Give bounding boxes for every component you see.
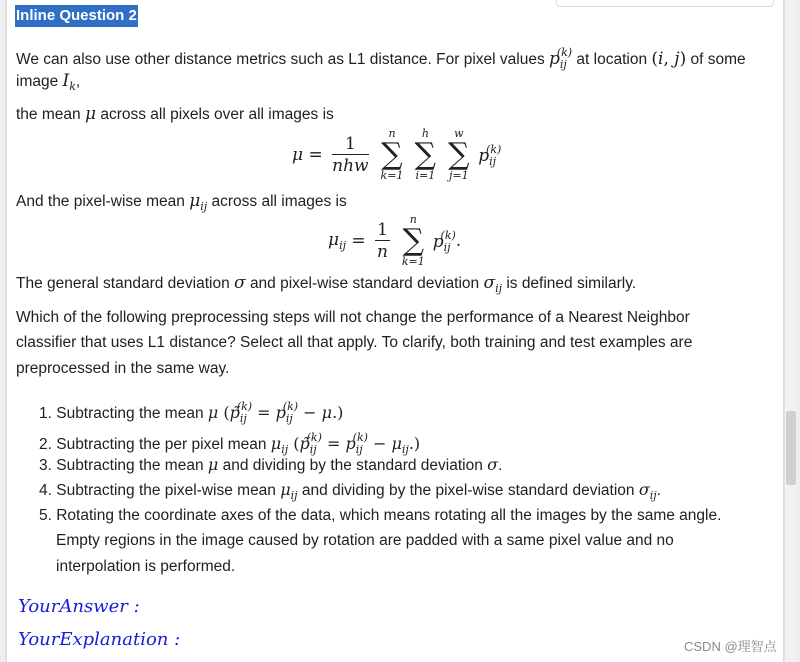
std-text-c: is defined similarly. xyxy=(506,275,637,292)
option-3-mu: μ xyxy=(207,455,219,474)
math-mu: μ xyxy=(84,104,97,124)
math-sigma-ij: $\sigma_{ij}$ xyxy=(483,273,502,295)
math-mu-ij: $\mu_{ij}$ xyxy=(189,191,208,213)
question-line-1: Which of the following preprocessing steps will not change the performance of a Nearest Neighbor xyxy=(16,309,690,326)
option-1-math: μ $(p̃_{ij}^{(k)} = p_{ij}^{(k)} - \mu.)$ xyxy=(207,400,344,425)
option-3: 3. Subtracting the mean μ and dividing by the standard deviation σ. xyxy=(39,455,503,474)
option-4-sigma-ij: $\sigma_{ij}$ xyxy=(638,480,657,502)
question-line-2: classifier that uses L1 distance? Select all that apply. To clarify, both training and test examples are xyxy=(16,334,693,351)
mean-text-a: the mean xyxy=(16,106,81,123)
mean-text-b: across all pixels over all images is xyxy=(100,106,334,123)
intro-text-a: We can also use other distance metrics such as L1 distance. For pixel values xyxy=(16,51,545,68)
scrollbar-thumb[interactable] xyxy=(786,411,796,485)
cell-heading: Inline Question 2 xyxy=(15,5,138,27)
pixel-mean-text-b: across all images is xyxy=(211,193,347,210)
intro-text-d: image xyxy=(16,73,59,90)
option-2-text: 2. Subtracting the per pixel mean xyxy=(39,436,267,453)
equation-global-mean: μ = $\frac{1}{\text{nhw}}$ n ∑ k=1 h ∑ i=1 w ∑ j=1 $p_{ij}^{(k)}$ xyxy=(292,127,502,182)
intro-line-1 xyxy=(16,40,746,77)
option-3-sigma: σ xyxy=(487,455,499,474)
intro-line-2: image $I_k$, xyxy=(16,71,81,93)
option-4: 4. Subtracting the pixel-wise mean $\mu_{ij}$ and dividing by the pixel-wise standard deviation $\sigma_{ij}$. xyxy=(39,480,661,502)
std-line xyxy=(16,271,636,301)
intro-text-b: at location xyxy=(576,51,648,68)
option-4-text-a: 4. Subtracting the pixel-wise mean xyxy=(39,482,276,499)
scrollbar-track[interactable] xyxy=(785,0,797,662)
std-text-a: The general standard deviation xyxy=(16,275,230,292)
pixel-mean-text-a: And the pixel-wise mean xyxy=(16,193,185,210)
equation-pixel-mean: $\mu_{ij}$ = $\frac{1}{n}$ n ∑ k=1 $p_{ij}^{(k)}$. xyxy=(328,213,462,268)
intro-text-c: of some xyxy=(690,51,746,68)
option-3-text-b: and dividing by the standard deviation xyxy=(222,457,483,474)
your-answer-label: YourAnswer : xyxy=(18,596,140,617)
mean-line xyxy=(16,102,334,127)
option-4-mu-ij: $\mu_{ij}$ xyxy=(280,480,298,502)
cell-toolbar[interactable] xyxy=(556,0,774,7)
option-1-text: 1. Subtracting the mean xyxy=(39,405,204,422)
your-explanation-label: YourExplanation : xyxy=(18,629,181,650)
pixel-mean-line xyxy=(16,189,347,219)
option-5-line-1: 5. Rotating the coordinate axes of the data, which means rotating all the images by the same angle. xyxy=(39,507,722,524)
option-5-line-2: Empty regions in the image caused by rotation are padded with a same pixel value and no xyxy=(56,532,674,549)
option-4-text-b: and dividing by the pixel-wise standard deviation xyxy=(301,482,635,499)
option-5-line-3: interpolation is performed. xyxy=(56,558,236,575)
math-Ik: $I_k$ xyxy=(62,71,76,93)
watermark: CSDN @理智点 xyxy=(684,639,777,654)
option-2-math: $\mu_{ij}$ $(p̃_{ij}^{(k)} = p_{ij}^{(k)} - \mu_{ij}.)$ xyxy=(270,431,421,456)
math-ij-pair: (i, j) xyxy=(651,49,687,69)
std-text-b: and pixel-wise standard deviation xyxy=(249,275,480,292)
question-line-3: preprocessed in the same way. xyxy=(16,360,230,377)
option-3-text-a: 3. Subtracting the mean xyxy=(39,457,204,474)
math-sigma: σ xyxy=(234,273,246,293)
math-pijk: $p_{ij}^{(k)}$ xyxy=(549,46,573,71)
